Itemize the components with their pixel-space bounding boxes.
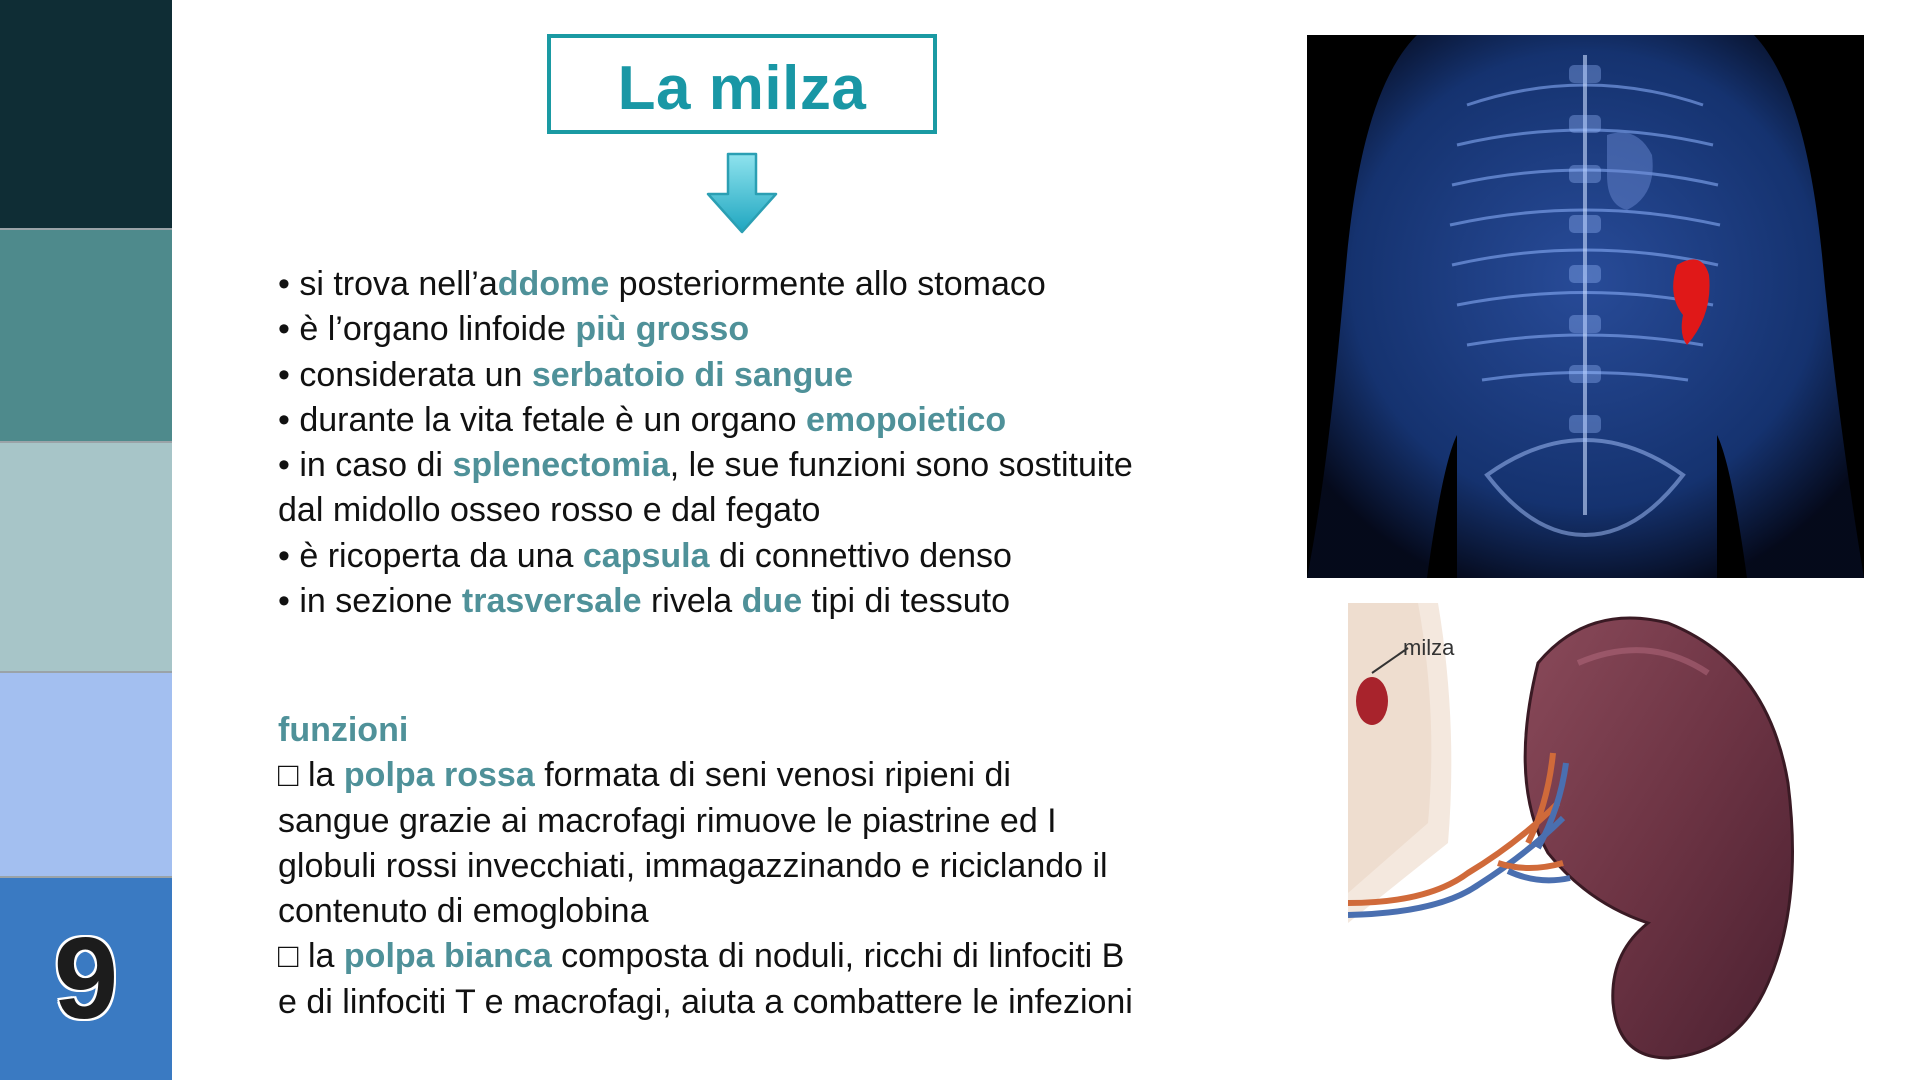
highlight-term: polpa bianca [343,937,552,976]
text-segment: composta di noduli, ricchi di linfociti B [551,937,1125,976]
highlight-term: polpa rossa [343,756,535,795]
spleen-illustration [1348,603,1808,1063]
spleen-anatomy-image [1348,603,1808,1063]
spleen-label: milza [1403,635,1455,660]
text-segment: • considerata un [278,355,532,394]
text-segment: • in caso di [278,446,453,485]
bullet-line-8 [278,579,1258,624]
functions-heading: funzioni [278,711,409,749]
functions-lines [278,753,1258,1025]
down-arrow-icon [704,152,780,236]
text-segment: □ la [278,937,344,976]
functions-line-1 [278,753,1258,798]
bullet-line-3 [278,353,1258,398]
text-segment: • si trova nell’a [278,265,498,303]
highlight-term: due [741,582,803,621]
functions-line-2 [278,799,1258,844]
bullet-line-1 [278,262,1258,307]
title-box [547,34,937,134]
text-segment: , le sue funzioni sono sostituite [669,446,1133,485]
functions-line-6 [278,980,1258,1025]
text-segment: • durante la vita fetale è un organo [278,400,806,439]
text-segment: e di linfociti T e macrofagi, aiuta a combattere le infezioni [278,982,1133,1021]
skeleton-illustration [1307,35,1864,578]
bullet-list [278,262,1258,624]
text-segment: □ la [278,756,344,795]
functions-line-4 [278,889,1258,934]
body-skeleton-image [1307,35,1864,578]
functions-line-3 [278,844,1258,889]
sidebar-block-4 [0,673,172,878]
text-segment: • è ricoperta da una [278,536,583,575]
page-title: La milza [617,53,867,123]
highlight-term: serbatoio di sangue [531,355,854,394]
text-segment: sangue grazie ai macrofagi rimuove le piastrine ed I [278,801,1057,840]
highlight-term: ddome [497,265,610,303]
bullet-line-4 [278,398,1258,443]
text-segment: • è l’organo linfoide [278,310,576,349]
text-segment: contenuto di emoglobina [278,892,649,931]
sidebar [0,0,172,1080]
text-segment: di connettivo denso [709,536,1012,575]
sidebar-block-2 [0,230,172,443]
text-segment: • in sezione [278,582,462,621]
bullet-line-2 [278,307,1258,352]
highlight-term: trasversale [461,582,642,621]
highlight-term: splenectomia [452,446,670,485]
highlight-term: emopoietico [805,400,1007,439]
text-segment: formata di seni venosi ripieni di [534,756,1011,795]
text-segment: tipi di tessuto [802,582,1010,621]
bullet-line-7 [278,534,1258,579]
functions-section [278,708,1258,1025]
functions-line-5 [278,934,1258,979]
sidebar-block-1 [0,0,172,230]
bullet-line-6 [278,488,1258,533]
bullet-line-5 [278,443,1258,488]
text-segment: posteriormente allo stomaco [609,265,1046,303]
text-segment: globuli rossi invecchiati, immagazzinando e riciclando il [278,846,1108,885]
text-segment: dal midollo osseo rosso e dal fegato [278,491,821,530]
highlight-term: più grosso [575,310,750,349]
sidebar-block-3 [0,443,172,673]
highlight-term: capsula [582,536,710,575]
text-segment: rivela [641,582,742,621]
page-number: 9 [53,913,119,1043]
